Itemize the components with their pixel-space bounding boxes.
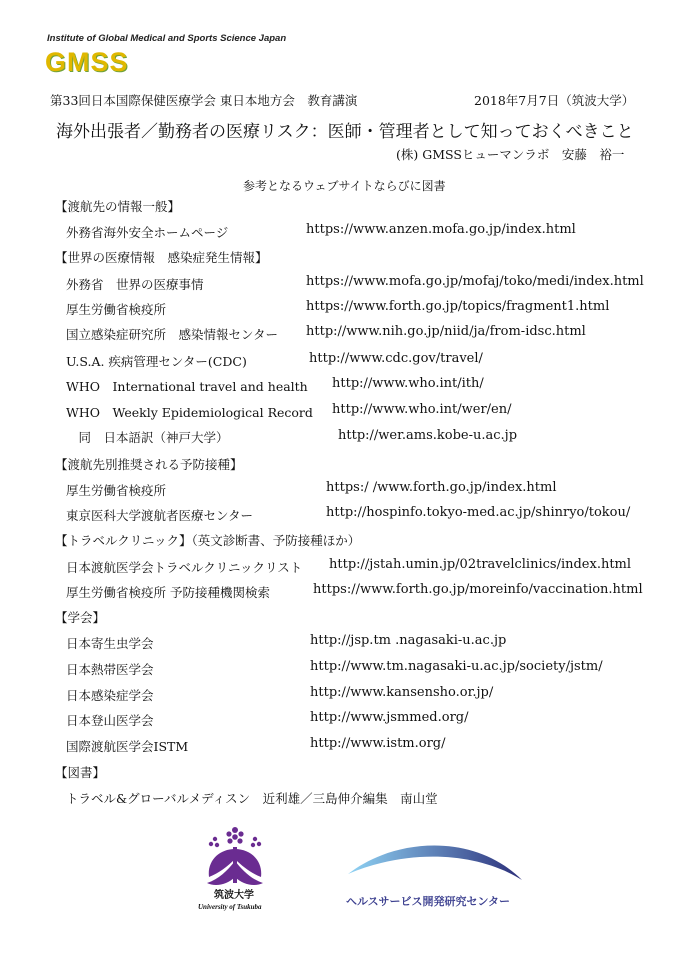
list-item-link[interactable]: http://www.cdc.gov/travel/ (309, 351, 483, 366)
org-name-en: Institute of Global Medical and Sports Science Japan (47, 33, 287, 44)
list-item-label: 厚生労働省検疫所 予防接種機関検索 (66, 585, 270, 600)
list-item-link[interactable]: http://www.tm.nagasaki-u.ac.jp/society/jstm/ (310, 659, 603, 674)
section-heading-societies: 【学会】 (55, 610, 106, 625)
section-heading-travel-clinic: 【トラベルクリニック】（英文診断書、予防接種ほか） (55, 533, 361, 548)
list-item-label: 厚生労働省検疫所 (66, 302, 167, 317)
list-item-link[interactable]: https:/ /www.forth.go.jp/index.html (326, 480, 557, 495)
list-item-link[interactable]: https://www.anzen.mofa.go.jp/index.html (306, 222, 576, 237)
list-item-link[interactable]: http://www.jsmmed.org/ (310, 710, 469, 725)
list-item-link[interactable]: http://wer.ams.kobe-u.ac.jp (338, 428, 518, 443)
list-item-label: 厚生労働省検疫所 (66, 483, 167, 498)
page-title: 海外出張者／勤務者の医療リスク：医師・管理者として知っておくべきこと (56, 122, 634, 142)
list-item-label: U.S.A. 疾病管理センター(CDC) (66, 354, 247, 369)
list-item-link[interactable]: https://www.mofa.go.jp/mofaj/toko/medi/index.html (306, 274, 644, 289)
list-item-link[interactable]: http://jstah.umin.jp/02travelclinics/index.html (329, 557, 632, 572)
book-item: トラベル&グローバルメディスン 近利雄／三島伸介編集 南山堂 (66, 791, 438, 806)
list-item-label: 東京医科大学渡航者医療センター (66, 508, 254, 523)
list-item-link[interactable]: https://www.forth.go.jp/moreinfo/vaccination.html (313, 582, 643, 597)
section-heading-books: 【図書】 (55, 765, 106, 780)
list-item-label: 日本渡航医学会トラベルクリニックリスト (66, 560, 303, 575)
health-service-center-arc-icon (344, 836, 526, 900)
tsukuba-name-en: University of Tsukuba (198, 903, 262, 911)
list-item-label: WHO International travel and health (66, 379, 308, 394)
list-item-link[interactable]: http://www.who.int/wer/en/ (332, 402, 512, 417)
list-item-link[interactable]: http://www.kansensho.or.jp/ (310, 685, 494, 700)
list-item-link[interactable]: http://www.who.int/ith/ (332, 376, 484, 391)
list-item-link[interactable]: http://hospinfo.tokyo-med.ac.jp/shinryo/tokou/ (326, 505, 631, 520)
list-item-link[interactable]: http://www.nih.go.jp/niid/ja/from-idsc.html (306, 324, 586, 339)
gmss-logo: GMSS (45, 47, 129, 77)
meeting-date: 2018年7月7日（筑波大学） (474, 93, 635, 108)
list-item-label: 同 日本語訳（神戸大学） (66, 430, 229, 445)
meeting-name: 第33回日本国際保健医療学会 東日本地方会 教育講演 (50, 93, 358, 108)
health-service-center-name: ヘルスサービス開発研究センター (346, 895, 511, 908)
list-item-label: 日本熱帯医学会 (66, 662, 154, 677)
list-item-label: 外務省 世界の医療事情 (66, 277, 204, 292)
list-item-label: 日本寄生虫学会 (66, 636, 154, 651)
section-heading-medical-info: 【世界の医療情報 感染症発生情報】 (55, 250, 268, 265)
section-heading-vaccination: 【渡航先別推奨される予防接種】 (55, 457, 243, 472)
list-item-label: 外務省海外安全ホームページ (66, 225, 229, 240)
list-item-label: 日本感染症学会 (66, 688, 154, 703)
list-item-label: 国立感染症研究所 感染情報センター (66, 327, 279, 342)
list-item-link[interactable]: http://www.istm.org/ (310, 736, 446, 751)
section-heading-travel-info: 【渡航先の情報一般】 (55, 199, 181, 214)
list-item-label: 日本登山医学会 (66, 713, 154, 728)
tsukuba-name-ja: 筑波大学 (214, 890, 254, 901)
list-item-link[interactable]: https://www.forth.go.jp/topics/fragment1.html (306, 299, 610, 314)
references-subhead: 参考となるウェブサイトならびに図書 (243, 179, 446, 193)
list-item-label: WHO Weekly Epidemiological Record (66, 405, 313, 420)
list-item-label: 国際渡航医学会ISTM (66, 739, 189, 754)
list-item-link[interactable]: http://jsp.tm .nagasaki-u.ac.jp (310, 633, 507, 648)
author: (株) GMSSヒューマンラボ 安藤 裕一 (396, 147, 625, 162)
